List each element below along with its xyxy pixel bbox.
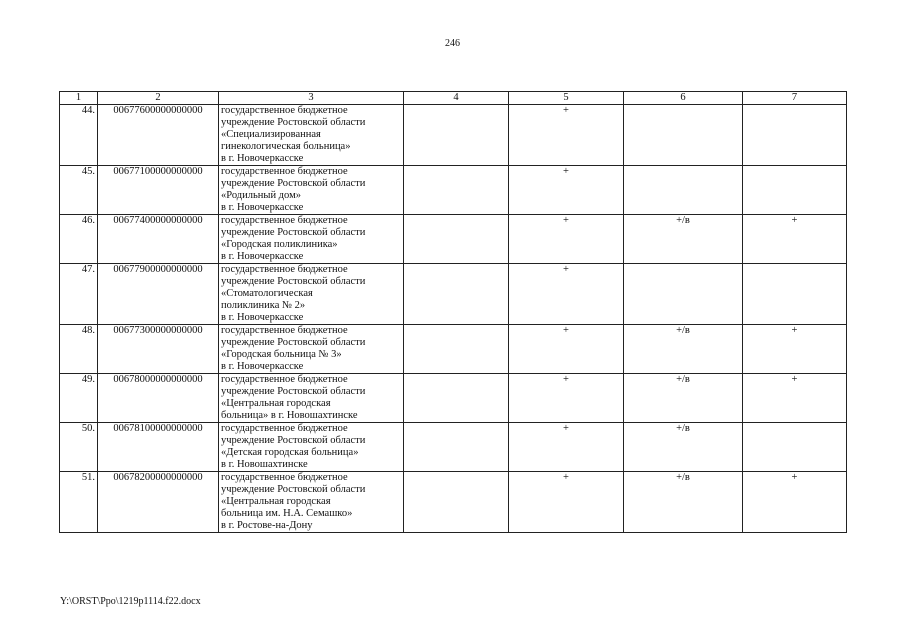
row-col7: + — [743, 215, 847, 264]
row-col5: + — [509, 472, 624, 533]
column-header: 2 — [98, 92, 219, 105]
column-header: 3 — [219, 92, 404, 105]
row-col6: +/в — [624, 472, 743, 533]
row-code: 00677100000000000 — [98, 166, 219, 215]
row-col6 — [624, 105, 743, 166]
row-number: 45. — [60, 166, 98, 215]
row-name: государственное бюджетное учреждение Ростовской области «Детская городская больница» в г. Новошахтинске — [219, 423, 404, 472]
table-row — [60, 472, 847, 533]
table-row — [60, 215, 847, 264]
row-code: 00678000000000000 — [98, 374, 219, 423]
row-col6: +/в — [624, 374, 743, 423]
row-number: 48. — [60, 325, 98, 374]
row-col5: + — [509, 374, 624, 423]
row-number: 49. — [60, 374, 98, 423]
row-col7 — [743, 166, 847, 215]
table-row — [60, 105, 847, 166]
column-header: 1 — [60, 92, 98, 105]
row-code: 00677400000000000 — [98, 215, 219, 264]
row-col6: +/в — [624, 423, 743, 472]
table-row — [60, 325, 847, 374]
row-col7: + — [743, 374, 847, 423]
row-name: государственное бюджетное учреждение Ростовской области «Центральная городская больница» в г. Новошахтинске — [219, 374, 404, 423]
row-col7: + — [743, 472, 847, 533]
column-header: 7 — [743, 92, 847, 105]
row-col6: +/в — [624, 215, 743, 264]
row-col7: + — [743, 325, 847, 374]
row-code: 00677900000000000 — [98, 264, 219, 325]
table-row — [60, 166, 847, 215]
row-col4 — [404, 374, 509, 423]
footer-file-path: Y:\ORST\Ppo\1219p1114.f22.docx — [60, 596, 201, 607]
row-col7 — [743, 264, 847, 325]
row-col6 — [624, 166, 743, 215]
row-name: государственное бюджетное учреждение Ростовской области «Стоматологическая поликлиника № 2» в г. Новочеркасске — [219, 264, 404, 325]
row-col5: + — [509, 264, 624, 325]
table-row — [60, 264, 847, 325]
row-col7 — [743, 423, 847, 472]
row-code: 00677300000000000 — [98, 325, 219, 374]
table-row — [60, 423, 847, 472]
row-number: 50. — [60, 423, 98, 472]
row-code: 00677600000000000 — [98, 105, 219, 166]
row-col4 — [404, 472, 509, 533]
table-row — [60, 374, 847, 423]
row-name: государственное бюджетное учреждение Ростовской области «Родильный дом» в г. Новочеркасске — [219, 166, 404, 215]
row-code: 00678100000000000 — [98, 423, 219, 472]
row-name: государственное бюджетное учреждение Ростовской области «Городская поликлиника» в г. Новочеркасске — [219, 215, 404, 264]
row-col4 — [404, 264, 509, 325]
row-number: 47. — [60, 264, 98, 325]
header-row — [60, 92, 847, 105]
facilities-table — [59, 91, 847, 533]
row-col5: + — [509, 423, 624, 472]
row-name: государственное бюджетное учреждение Ростовской области «Городская больница № 3» в г. Новочеркасске — [219, 325, 404, 374]
row-number: 46. — [60, 215, 98, 264]
row-name: государственное бюджетное учреждение Ростовской области «Специализированная гинекологическая больница» в г. Новочеркасске — [219, 105, 404, 166]
row-col4 — [404, 105, 509, 166]
column-header: 4 — [404, 92, 509, 105]
row-col4 — [404, 166, 509, 215]
page-number: 246 — [445, 38, 460, 49]
row-col5: + — [509, 105, 624, 166]
row-col4 — [404, 423, 509, 472]
row-col4 — [404, 215, 509, 264]
column-header: 6 — [624, 92, 743, 105]
row-number: 44. — [60, 105, 98, 166]
row-col5: + — [509, 166, 624, 215]
row-col7 — [743, 105, 847, 166]
row-col4 — [404, 325, 509, 374]
row-code: 00678200000000000 — [98, 472, 219, 533]
column-header: 5 — [509, 92, 624, 105]
row-col5: + — [509, 215, 624, 264]
row-col6 — [624, 264, 743, 325]
row-col6: +/в — [624, 325, 743, 374]
row-number: 51. — [60, 472, 98, 533]
row-name: государственное бюджетное учреждение Ростовской области «Центральная городская больница им. Н.А. Семашко» в г. Ростове-на-Дону — [219, 472, 404, 533]
row-col5: + — [509, 325, 624, 374]
